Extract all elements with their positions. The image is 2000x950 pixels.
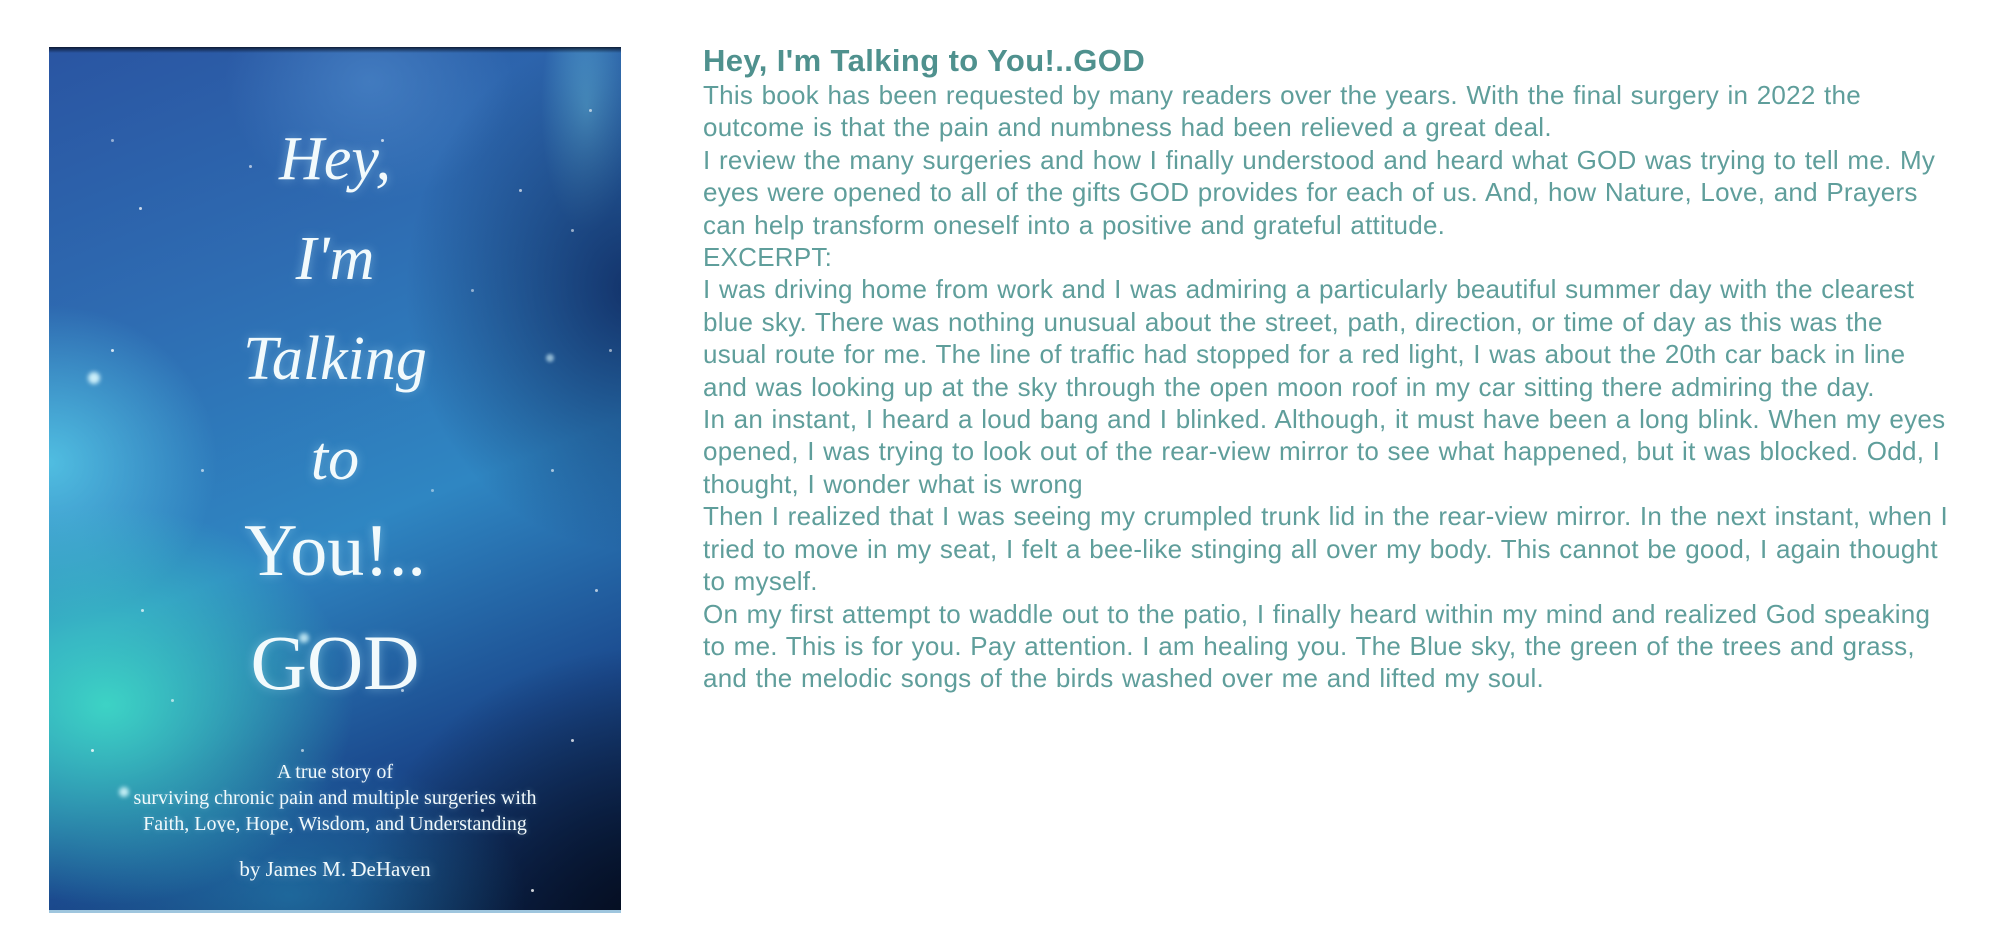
excerpt-paragraph: Then I realized that I was seeing my crumpled trunk lid in the rear-view mirror. In the next instant, when I tried to move in my seat, I felt a bee-like stinging all over my body. This cannot be good, I again thought to myself. bbox=[703, 501, 1948, 597]
cover-title-line: Hey, bbox=[279, 125, 391, 193]
cover-subtitle bbox=[49, 759, 621, 837]
cover-title-you: You!.. bbox=[244, 510, 426, 592]
excerpt-paragraph: In an instant, I heard a loud bang and I blinked. Although, it must have been a long blink. When my eyes opened, I was trying to look out of the rear-view mirror to see what happened, but it was blocked. Odd, I thought, I wonder what is wrong bbox=[703, 404, 1946, 499]
book-cover bbox=[49, 47, 621, 913]
cover-byline: by James M. DeHaven bbox=[239, 857, 431, 881]
cover-subtitle-line: surviving chronic pain and multiple surgeries with bbox=[133, 787, 537, 809]
cover-title bbox=[49, 109, 621, 509]
excerpt-paragraph: On my first attempt to waddle out to the patio, I finally heard within my mind and realized God speaking to me. This is for you. Pay attention. I am healing you. The Blue sky, the green of the trees and grass, and the melodic songs of the birds washed over me and lifted my soul. bbox=[703, 598, 1931, 694]
excerpt-paragraph: I was driving home from work and I was admiring a particularly beautiful summer day with the clearest blue sky. There was nothing unusual about the street, path, direction, or time of day as this was the usual route for me. The line of traffic had stopped for a red light, I was about the 20th car back in line and was looking up at the sky through the open moon roof in my car sitting there admiring the day. bbox=[703, 274, 1915, 402]
book-description bbox=[703, 79, 1948, 695]
description-paragraph: This book has been requested by many readers over the years. With the final surgery in 2022 the outcome is that the pain and numbness had been relieved a great deal. bbox=[703, 80, 1861, 143]
cover-title-line: Talking bbox=[243, 325, 427, 393]
page-title: Hey, I'm Talking to You!..GOD bbox=[703, 43, 1146, 78]
cover-title-line: I'm bbox=[295, 225, 375, 293]
cover-subtitle-line: Faith, Love, Hope, Wisdom, and Understanding bbox=[143, 813, 527, 835]
description-paragraph: I review the many surgeries and how I finally understood and heard what GOD was trying to tell me. My eyes were opened to all of the gifts GOD provides for each of us. And, how Nature, Love, and Prayers can help transform oneself into a positive and grateful attitude. bbox=[703, 144, 1936, 240]
content-section bbox=[703, 42, 1948, 695]
cover-text bbox=[49, 47, 621, 913]
cover-title-line: to bbox=[310, 425, 360, 493]
cover-title-god: GOD bbox=[250, 619, 420, 706]
cover-subtitle-line: A true story of bbox=[276, 761, 394, 783]
excerpt-label: EXCERPT: bbox=[703, 242, 833, 273]
